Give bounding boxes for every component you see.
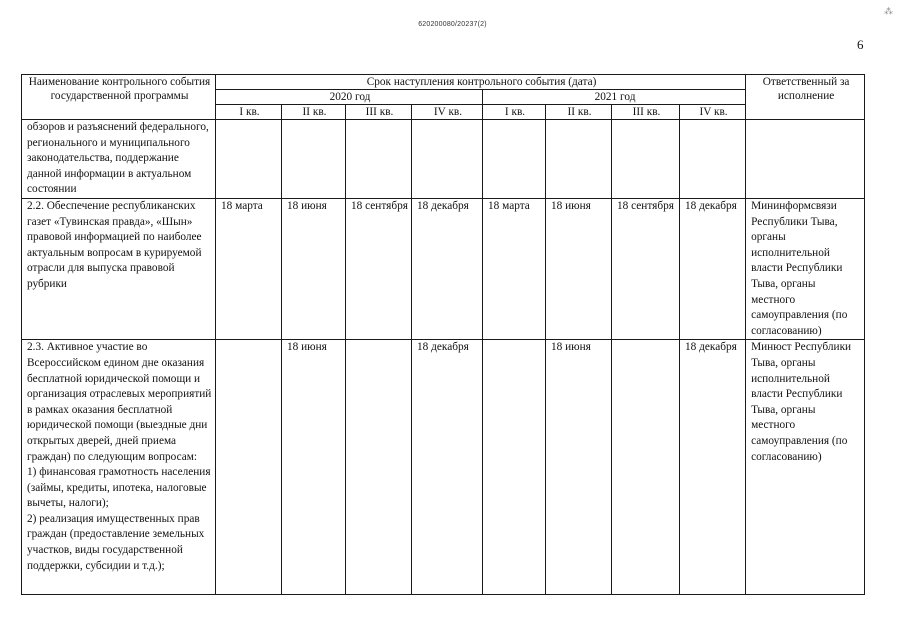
quarter-date — [412, 120, 483, 199]
header-quarter: I кв. — [216, 105, 282, 120]
header-quarter: II кв. — [546, 105, 612, 120]
header-year-2021: 2021 год — [483, 90, 746, 105]
table-row — [22, 199, 865, 340]
scan-mark-icon: ⁂ — [884, 7, 893, 17]
quarter-date — [483, 340, 546, 595]
header-quarter: III кв. — [612, 105, 680, 120]
table-row — [22, 120, 865, 199]
page-number: 6 — [857, 37, 864, 52]
quarter-date: 18 декабря — [680, 340, 746, 595]
event-name: 2.3. Активное участие во Всероссийском едином дне оказания бесплатной юридической помощи и организация отраслевых мероприятий в рамках оказания бесплатной юридической помощи (выездные дни открытых дверей, дней приема граждан) по следующим вопросам: 1) финансовая грамотность населения (займы, кредиты, ипотека, налоговые вычеты, налоги); 2) реализация имущественных прав граждан (предоставление земельных участков, виды государственной поддержки, субсидии и т.д.); — [22, 340, 216, 595]
quarter-date: 18 марта — [483, 199, 546, 340]
responsible: Минюст Республики Тыва, органы исполнительной власти Республики Тыва, органы местного самоуправления (по согласованию) — [746, 340, 865, 595]
quarter-date: 18 июня — [282, 199, 346, 340]
responsible — [746, 120, 865, 199]
quarter-date: 18 декабря — [680, 199, 746, 340]
header-quarter: II кв. — [282, 105, 346, 120]
header-quarter: III кв. — [346, 105, 412, 120]
quarter-date: 18 июня — [546, 199, 612, 340]
header-quarter: IV кв. — [680, 105, 746, 120]
quarter-date: 18 декабря — [412, 340, 483, 595]
quarter-date — [282, 120, 346, 199]
quarter-date — [680, 120, 746, 199]
document-number: 620200080/20237(2) — [418, 21, 487, 28]
quarter-date: 18 декабря — [412, 199, 483, 340]
header-year-2020: 2020 год — [216, 90, 483, 105]
quarter-date: 18 июня — [546, 340, 612, 595]
header-period: Срок наступления контрольного события (дата) — [216, 75, 746, 90]
quarter-date: 18 июня — [282, 340, 346, 595]
quarter-date — [346, 340, 412, 595]
quarter-date — [483, 120, 546, 199]
event-name: обзоров и разъяснений федерального, регионального и муниципального законодательства, поддержание данной информации в актуальном состоянии — [22, 120, 216, 199]
responsible: Мининформсвязи Республики Тыва, органы исполнительной власти Республики Тыва, органы местного самоуправления (по согласованию) — [746, 199, 865, 340]
quarter-date: 18 сентября — [612, 199, 680, 340]
header-event-name: Наименование контрольного события государственной программы — [22, 75, 216, 120]
quarter-date: 18 сентября — [346, 199, 412, 340]
table-row — [22, 340, 865, 595]
header-quarter: I кв. — [483, 105, 546, 120]
quarter-date — [612, 340, 680, 595]
quarter-date — [216, 340, 282, 595]
quarter-date: 18 марта — [216, 199, 282, 340]
quarter-date — [612, 120, 680, 199]
control-events-table — [21, 74, 865, 595]
header-quarter: IV кв. — [412, 105, 483, 120]
event-name: 2.2. Обеспечение республиканских газет «Тувинская правда», «Шын» правовой информацией по наиболее актуальным вопросам в курируемой отрасли для выпуска правовой рубрики — [22, 199, 216, 340]
quarter-date — [346, 120, 412, 199]
quarter-date — [216, 120, 282, 199]
quarter-date — [546, 120, 612, 199]
header-responsible: Ответственный за исполнение — [746, 75, 865, 120]
